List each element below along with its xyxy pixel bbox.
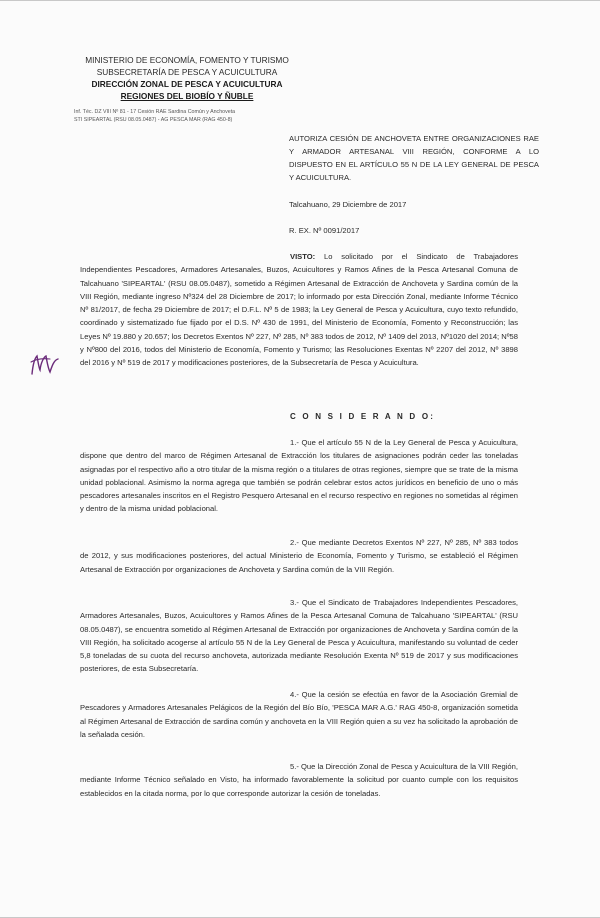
considerando-1 bbox=[80, 436, 518, 516]
letterhead bbox=[72, 54, 302, 102]
visto-paragraph bbox=[80, 250, 518, 370]
regions-line: REGIONES DEL BIOBÍO Y ÑUBLE bbox=[120, 91, 254, 101]
considerando-3-text: 3.- Que el Sindicato de Trabajadores Independientes Pescadores, Armadores Artesanales, Buzos, Acuicultores y Ramos Afines de la Pesca Artesanal Comuna de Talcahuano 'SIPEARTAL' (RSU 08.05.0487), se encuentra sometido al Régimen Artesanal de Extracción por organizaciones de Anchoveta y Sardina común de la VIII Región, ha solicitado acogerse al artículo 55 N de la Ley General de Pesca y Acuicultura, manifestando su voluntad de ceder 5,8 toneladas de su cuota del recurso anchoveta, autorizada mediante Resolución Exenta Nº 519 de 2017 y sus modificaciones posteriores, de esta Subsecretaría. bbox=[80, 598, 518, 674]
zonal-directorate: DIRECCIÓN ZONAL DE PESCA Y ACUICULTURA bbox=[91, 79, 283, 89]
place-date: Talcahuano, 29 Diciembre de 2017 bbox=[289, 200, 407, 209]
visto-text: Lo solicitado por el Sindicato de Trabajadores Independientes Pescadores, Armadores Artesanales, Buzos, Acuicultores y Ramos Afines de la Pesca Artesanal Comuna de Talcahuano 'SIPEARTAL' (RSU 08.05.0487), sometido a Régimen Artesanal de Extracción de Anchoveta y Sardina común de la VIII Región, mediante ingreso Nº324 del 28 Diciembre de 2017; lo informado por esta Dirección Zonal, mediante Informe Técnico Nº 81/2017, de fecha 29 Diciembre de 2017; el D.F.L. Nº 5 de 1983; la Ley General de Pesca y Acuicultura, cuyo texto refundido, coordinado y sistematizado fue fijado por el D.S. Nº 430 de 1991, del Ministerio de Economía, Fomento y Reconstrucción; las Leyes Nº 19.880 y 20.657; los Decretos Exentos Nº 227, Nº 285, Nº 383 todos de 2012, Nº 1409 del 2013, Nº1020 del 2014; Nº58 y Nº800 del 2016, todos del Ministerio de Economía, Fomento y Turismo; las Resoluciones Exentas Nº 2207 del 2012, Nº 3898 del 2016 y Nº 519 de 2017 y modificaciones posteriores, de la Subsecretaría de Pesca y Acuicultura. bbox=[80, 252, 518, 368]
resolution-number: R. EX. Nº 0091/2017 bbox=[289, 226, 360, 235]
considerando-5 bbox=[80, 760, 518, 800]
considerando-3 bbox=[80, 596, 518, 676]
considerando-5-text: 5.- Que la Dirección Zonal de Pesca y Acuicultura de la VIII Región, mediante Informe Técnico señalado en Visto, ha informado favorablemente la solicitud por cuanto cumple con los requisitos establecidos en la citada norma, por lo que corresponde autorizar la cesión de toneladas. bbox=[80, 762, 518, 798]
visto-label: VISTO: bbox=[290, 252, 316, 261]
subsecretary-name: SUBSECRETARÍA DE PESCA Y ACUICULTURA bbox=[96, 67, 278, 77]
considerando-heading: C O N S I D E R A N D O: bbox=[290, 412, 436, 421]
considerando-2-text: 2.- Que mediante Decretos Exentos Nº 227, Nº 285, Nº 383 todos de 2012, y sus modificaciones posteriores, del actual Ministerio de Economía, Fomento y Turismo, se estableció el Régimen Artesanal de Extracción por organizaciones de Anchoveta y Sardina común de la VIII Región. bbox=[80, 538, 518, 574]
scan-edge-top bbox=[0, 0, 600, 1]
considerando-4 bbox=[80, 688, 518, 741]
handwritten-initial-mark bbox=[28, 350, 62, 380]
ministry-name: MINISTERIO DE ECONOMÍA, FOMENTO Y TURISMO bbox=[85, 55, 289, 65]
considerando-2 bbox=[80, 536, 518, 576]
authorization-summary: AUTORIZA CESIÓN DE ANCHOVETA ENTRE ORGANIZACIONES RAE Y ARMADOR ARTESANAL VIII REGIÓN, CONFORME A LO DISPUESTO EN EL ARTÍCULO 55 N DE LA LEY GENERAL DE PESCA Y ACUICULTURA. bbox=[289, 134, 539, 182]
considerando-4-text: 4.- Que la cesión se efectúa en favor de la Asociación Gremial de Pescadores y Armadores Artesanales Pelágicos de la Región del Bío Bío, 'PESCA MAR A.G.' RAG 450-8, organización sometida al Régimen Artesanal de Extracción de sardina común y anchoveta en la VIII Región quien a su vez ha solicitado la aprobación de la señalada cesión. bbox=[80, 690, 518, 739]
considerando-1-text: 1.- Que el artículo 55 N de la Ley General de Pesca y Acuicultura, dispone que dentro del marco de Régimen Artesanal de Extracción los titulares de asignaciones podrán ceder las toneladas asignadas por el respectivo año a otro titular de la misma región o a titulares de otras regiones, siempre que se trate de la misma unidad poblacional. Asimismo la norma agrega que también se podrán celebrar estos actos jurídicos en beneficio de uno o más pescadores artesanales inscritos en el Registro Pesquero Artesanal en el recurso respectivo en regiones no sometidas al régimen y dentro de la misma unidad poblacional. bbox=[80, 438, 518, 514]
reference-line-2: STI SIPEARTAL (RSU 08.05.0487) - AG PESCA MAR (RAG 450-8) bbox=[74, 117, 233, 123]
reference-lines bbox=[74, 108, 235, 124]
reference-line-1: Inf. Téc. DZ VIII Nº 81 - 17 Cesión RAE Sardina Común y Anchoveta bbox=[74, 109, 236, 115]
